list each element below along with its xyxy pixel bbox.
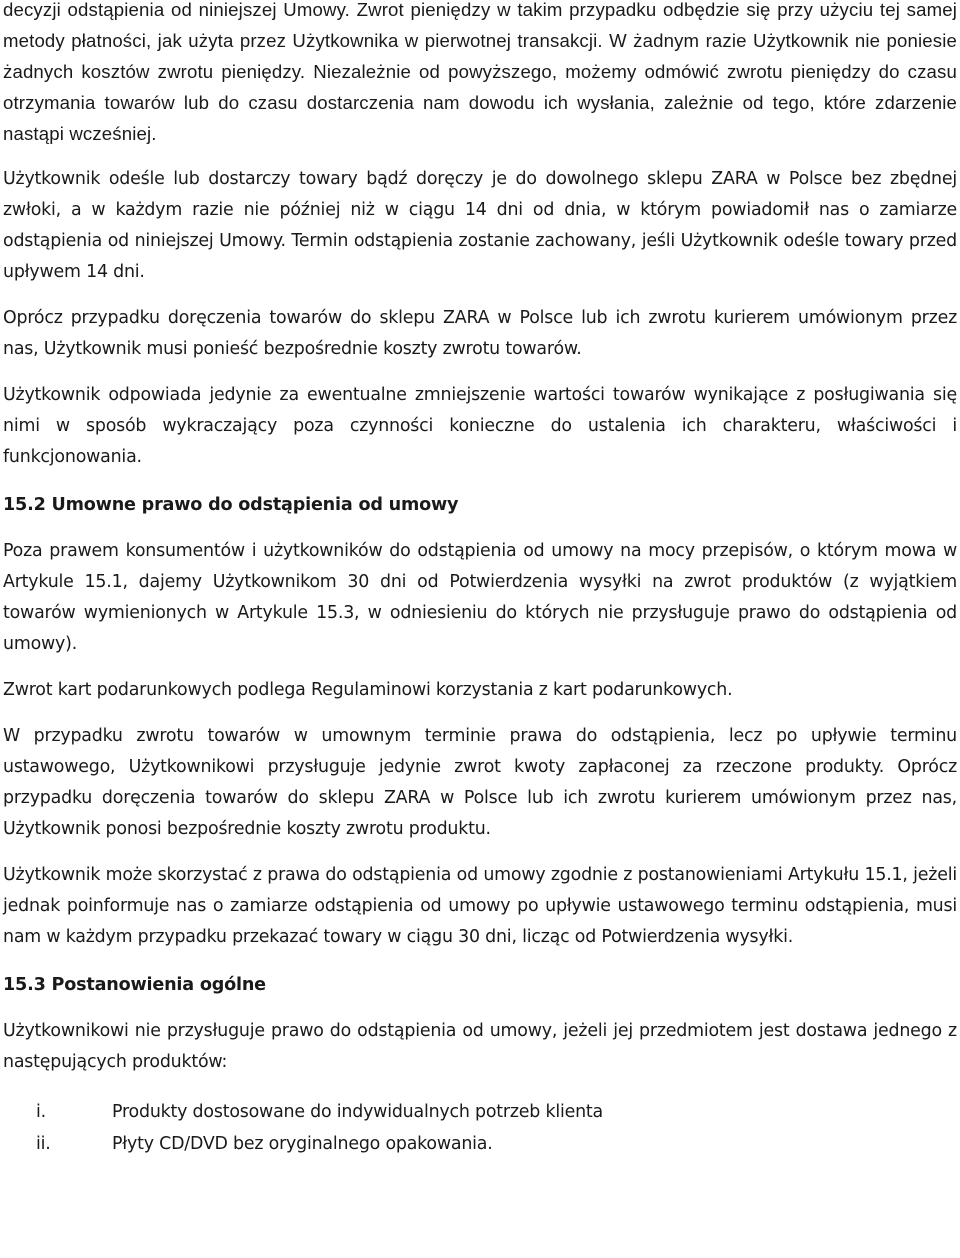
exclusions-list <box>3 1096 957 1160</box>
paragraph-contractual-refund: W przypadku zwrotu towarów w umownym terminie prawa do odstąpienia, lecz po upływie terminu ustawowego, Użytkownikowi przysługuje jedynie zwrot kwoty zapłaconej za rzeczone produkty. Oprócz przypadku doręczenia towarów do sklepu ZARA w Polsce lub ich zwrotu kurierem umówionym przez nas, Użytkownik ponosi bezpośrednie koszty zwrotu produktu. <box>3 726 957 839</box>
paragraph-gift-cards: Zwrot kart podarunkowych podlega Regulaminowi korzystania z kart podarunkowych. <box>3 680 733 700</box>
list-item-text: Produkty dostosowane do indywidualnych potrzeb klienta <box>112 1102 603 1122</box>
paragraph-exclusions-intro: Użytkownikowi nie przysługuje prawo do odstąpienia od umowy, jeżeli jej przedmiotem jest dostawa jednego z następujących produktów: <box>3 1021 957 1072</box>
paragraph-refund-method: decyzji odstąpienia od niniejszej Umowy. Zwrot pieniędzy w takim przypadku odbędzie się przy użyciu tej samej metody płatności, jak użyta przez Użytkownika w pierwotnej transakcji. W żadnym razie Użytkownik nie poniesie żadnych kosztów zwrotu pieniędzy. Niezależnie od powyższego, możemy odmówić zwrotu pieniędzy do czasu otrzymania towarów lub do czasu dostarczenia nam dowodu ich wysłania, zależnie od tego, które zdarzenie nastąpi wcześniej. <box>3 0 957 144</box>
document-body <box>3 0 957 1160</box>
section-heading-15-2: 15.2 Umowne prawo do odstąpienia od umowy <box>3 495 459 515</box>
section-heading-15-3: 15.3 Postanowienia ogólne <box>3 975 266 995</box>
list-item-text: Płyty CD/DVD bez oryginalnego opakowania. <box>112 1134 493 1154</box>
paragraph-statutory-withdrawal: Użytkownik może skorzystać z prawa do odstąpienia od umowy zgodnie z postanowieniami Artykułu 15.1, jeżeli jednak poinformuje nas o zamiarze odstąpienia od umowy po upływie ustawowego terminu odstąpienia, musi nam w każdym przypadku przekazać towary w ciągu 30 dni, licząc od Potwierdzenia wysyłki. <box>3 865 957 947</box>
list-item-number: i. <box>36 1102 46 1122</box>
list-item-number: ii. <box>36 1134 51 1154</box>
paragraph-return-deadline: Użytkownik odeśle lub dostarczy towary bądź doręczy je do dowolnego sklepu ZARA w Polsce bez zbędnej zwłoki, a w każdym razie nie później niż w ciągu 14 dni od dnia, w którym powiadomił nas o zamiarze odstąpienia od niniejszej Umowy. Termin odstąpienia zostanie zachowany, jeśli Użytkownik odeśle towary przed upływem 14 dni. <box>3 169 957 282</box>
list-item <box>3 1096 957 1128</box>
paragraph-value-liability: Użytkownik odpowiada jedynie za ewentualne zmniejszenie wartości towarów wynikające z posługiwania się nimi w sposób wykraczający poza czynności konieczne do ustalenia ich charakteru, właściwości i funkcjonowania. <box>3 385 957 467</box>
list-item <box>3 1128 957 1160</box>
paragraph-contractual-withdrawal: Poza prawem konsumentów i użytkowników do odstąpienia od umowy na mocy przepisów, o którym mowa w Artykule 15.1, dajemy Użytkownikom 30 dni od Potwierdzenia wysyłki na zwrot produktów (z wyjątkiem towarów wymienionych w Artykule 15.3, w odniesieniu do których nie przysługuje prawo do odstąpienia od umowy). <box>3 541 957 654</box>
paragraph-return-costs: Oprócz przypadku doręczenia towarów do sklepu ZARA w Polsce lub ich zwrotu kurierem umówionym przez nas, Użytkownik musi ponieść bezpośrednie koszty zwrotu towarów. <box>3 308 957 359</box>
